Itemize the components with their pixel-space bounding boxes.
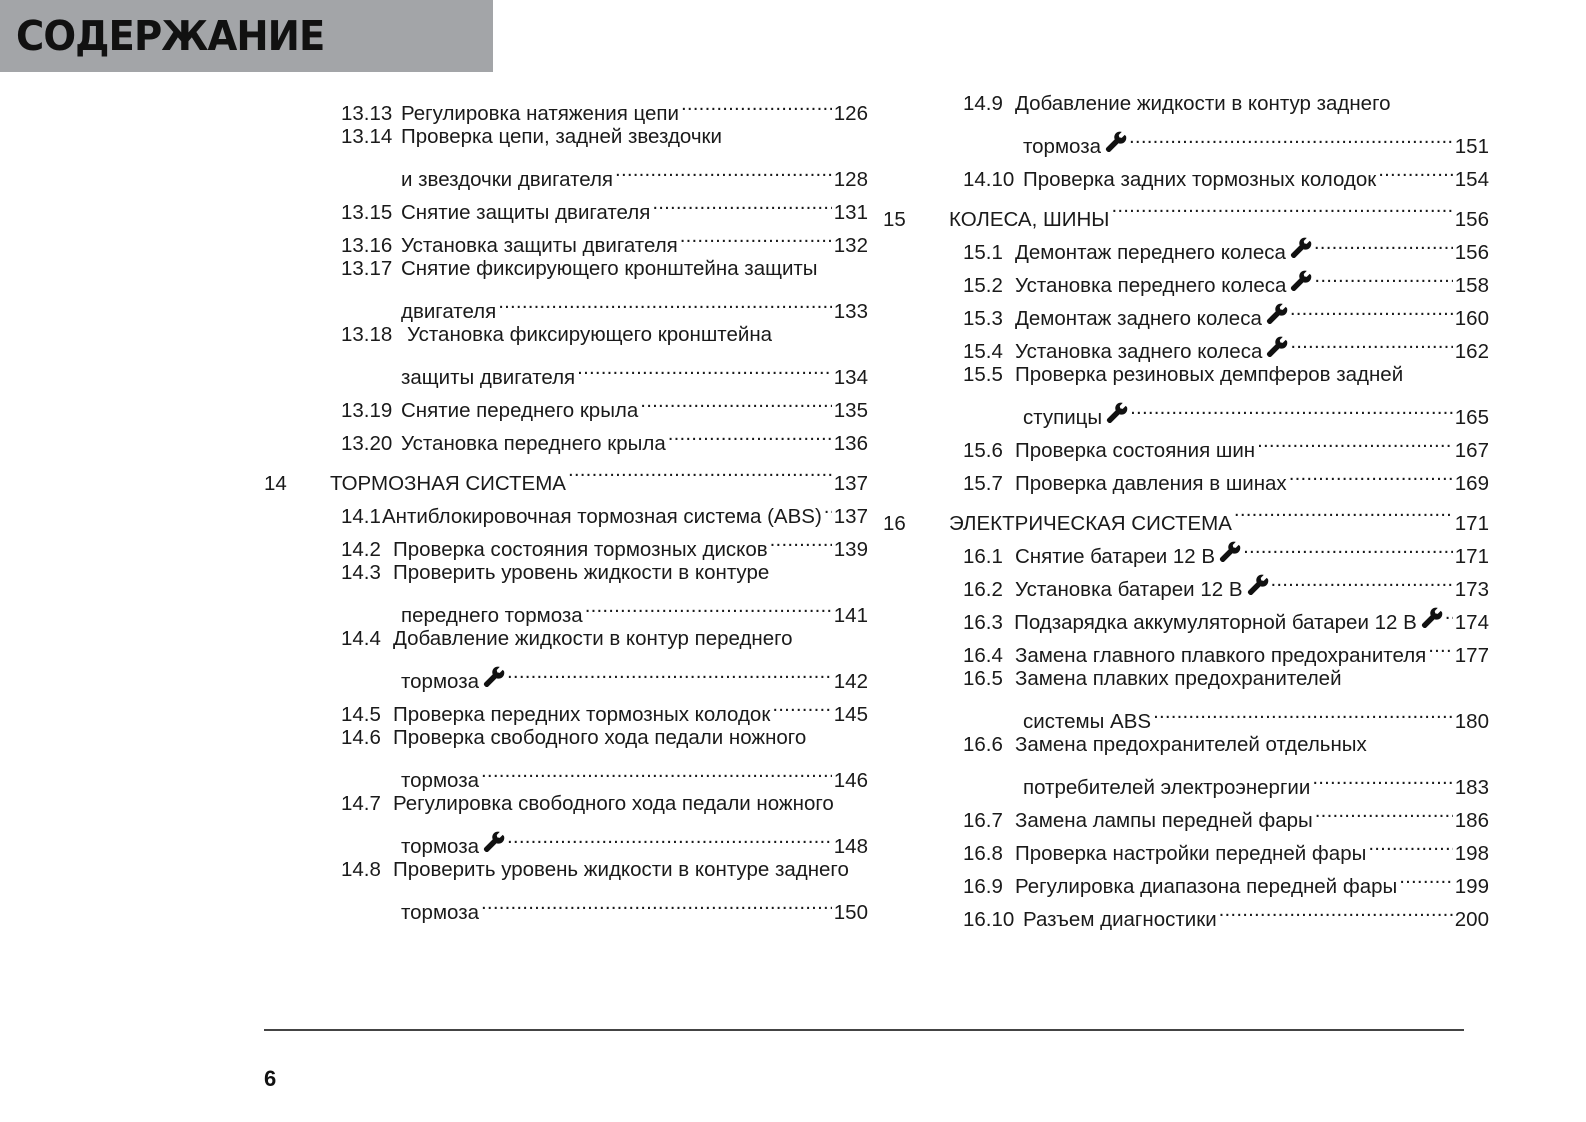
toc-entry[interactable] <box>883 596 1489 634</box>
dot-leader <box>824 490 832 523</box>
page-ref[interactable]: 128 <box>833 168 868 191</box>
entry-number: 13.14 <box>341 125 393 148</box>
entry-title: Замена лампы передней фары <box>1015 809 1313 832</box>
toc-chapter[interactable] <box>883 490 1489 535</box>
dot-leader <box>770 523 832 556</box>
toc-entry[interactable] <box>264 186 868 224</box>
page-ref[interactable]: 171 <box>1454 545 1489 568</box>
dot-leader <box>1111 186 1452 226</box>
toc-entry[interactable] <box>264 688 868 726</box>
entry-number: 14.5 <box>341 703 381 726</box>
wrench-icon <box>1106 402 1128 424</box>
toc-entry <box>264 120 868 153</box>
dot-leader <box>481 754 832 787</box>
toc-entry[interactable] <box>883 457 1489 495</box>
toc-entry[interactable] <box>264 490 868 528</box>
toc-entry[interactable] <box>883 563 1489 601</box>
page-ref[interactable]: 171 <box>1454 512 1489 535</box>
page-ref[interactable]: 158 <box>1454 274 1489 297</box>
dot-leader <box>1290 325 1452 358</box>
entry-title: Регулировка диапазона передней фары <box>1015 875 1398 898</box>
toc-entry[interactable] <box>264 219 868 257</box>
header-band <box>0 0 493 72</box>
toc-entry-continuation[interactable] <box>264 285 868 323</box>
chapter-number: 16 <box>883 512 906 535</box>
entry-title: КОЛЕСА, ШИНЫ <box>949 208 1110 231</box>
dot-leader <box>1234 490 1453 530</box>
wrench-icon <box>483 831 505 853</box>
page-ref[interactable]: 177 <box>1454 644 1489 667</box>
page-ref[interactable]: 148 <box>833 835 868 858</box>
entry-title: Установка переднего крыла <box>401 432 666 455</box>
dot-leader <box>1153 695 1453 728</box>
chapter-number: 15 <box>883 208 906 231</box>
page-ref[interactable]: 145 <box>833 703 868 726</box>
page-ref[interactable]: 134 <box>833 366 868 389</box>
entry-title: Антиблокировочная тормозная система (ABS) <box>381 505 822 528</box>
entry-title: Замена плавких предохранителей <box>1015 667 1342 690</box>
toc-entry[interactable] <box>883 292 1489 330</box>
entry-number: 16.4 <box>963 644 1003 667</box>
page-ref[interactable]: 165 <box>1454 406 1489 429</box>
dot-leader <box>1314 259 1452 292</box>
wrench-icon <box>1421 607 1443 629</box>
toc-chapter[interactable] <box>264 450 868 495</box>
entry-title: системы ABS <box>1023 710 1152 733</box>
toc-entry[interactable] <box>883 827 1489 865</box>
dot-leader <box>681 87 832 120</box>
entry-title: Проверка передних тормозных колодок <box>393 703 771 726</box>
dot-leader <box>1428 629 1453 662</box>
entry-title: Установка переднего колеса <box>1015 274 1287 297</box>
entry-title: Замена предохранителей отдельных <box>1015 733 1367 756</box>
dot-leader <box>615 153 832 186</box>
entry-number: 16.3 <box>963 611 1003 634</box>
toc-entry[interactable] <box>883 259 1489 297</box>
entry-title: Проверка давления в шинах <box>1015 472 1287 495</box>
page-ref[interactable]: 162 <box>1454 340 1489 363</box>
entry-number: 16.2 <box>963 578 1003 601</box>
page-ref[interactable]: 150 <box>833 901 868 924</box>
entry-title: Установка защиты двигателя <box>401 234 678 257</box>
dot-leader <box>640 384 831 417</box>
toc-entry[interactable] <box>264 87 868 125</box>
toc-entry-continuation[interactable] <box>883 761 1489 799</box>
page-ref[interactable]: 126 <box>833 102 868 125</box>
page-ref[interactable]: 169 <box>1454 472 1489 495</box>
entry-number: 16.7 <box>963 809 1003 832</box>
page-ref[interactable]: 198 <box>1454 842 1489 865</box>
toc-entry-continuation[interactable] <box>264 153 868 191</box>
toc-entry[interactable] <box>264 417 868 455</box>
page-ref[interactable]: 136 <box>833 432 868 455</box>
page-ref[interactable]: 174 <box>1454 611 1489 634</box>
entry-number: 14.9 <box>963 92 1003 115</box>
dot-leader <box>1243 530 1453 563</box>
dot-leader <box>507 820 832 853</box>
dot-leader <box>507 655 832 688</box>
page-ref[interactable]: 180 <box>1454 710 1489 733</box>
entry-title: Установка заднего колеса <box>1015 340 1263 363</box>
dot-leader <box>1368 827 1452 860</box>
page-ref[interactable]: 137 <box>833 472 868 495</box>
wrench-icon <box>483 666 505 688</box>
entry-number: 14.7 <box>341 792 381 815</box>
toc-entry <box>264 622 868 655</box>
entry-title: тормоза <box>401 901 480 924</box>
entry-title: переднего тормоза <box>401 604 583 627</box>
toc-entry <box>883 662 1489 695</box>
entry-title: Проверка состояния тормозных дисков <box>393 538 768 561</box>
entry-title: Подзарядка аккумуляторной батареи 12 В <box>1014 611 1417 634</box>
toc-entry-continuation[interactable] <box>264 655 868 693</box>
entry-title: Установка батареи 12 В <box>1015 578 1243 601</box>
wrench-icon <box>1219 541 1241 563</box>
footer-rule <box>264 1029 1464 1031</box>
toc-entry <box>264 787 868 820</box>
toc-entry[interactable] <box>883 325 1489 363</box>
wrench-icon <box>1290 270 1312 292</box>
entry-number: 15.7 <box>963 472 1003 495</box>
entry-number: 13.17 <box>341 257 393 280</box>
toc-left-column <box>264 87 868 924</box>
toc-entry[interactable] <box>883 530 1489 568</box>
toc-entry[interactable] <box>883 424 1489 462</box>
entry-number: 13.20 <box>341 432 393 455</box>
entry-number: 16.9 <box>963 875 1003 898</box>
entry-title: Регулировка натяжения цепи <box>401 102 679 125</box>
entry-number: 14.10 <box>963 168 1015 191</box>
page-ref[interactable]: 173 <box>1454 578 1489 601</box>
page-ref[interactable]: 139 <box>833 538 868 561</box>
entry-number: 16.6 <box>963 733 1003 756</box>
page-ref[interactable]: 186 <box>1454 809 1489 832</box>
entry-title: Разъем диагностики <box>1023 908 1217 931</box>
dot-leader <box>1129 120 1453 153</box>
dot-leader <box>680 219 832 252</box>
page-ref[interactable]: 199 <box>1454 875 1489 898</box>
entry-number: 16.8 <box>963 842 1003 865</box>
page-ref[interactable]: 183 <box>1454 776 1489 799</box>
page-ref[interactable]: 146 <box>833 769 868 792</box>
entry-title: ЭЛЕКТРИЧЕСКАЯ СИСТЕМА <box>949 512 1232 535</box>
wrench-icon <box>1266 336 1288 358</box>
toc-entry[interactable] <box>264 523 868 561</box>
dot-leader <box>1378 153 1453 186</box>
dot-leader <box>1271 563 1453 596</box>
dot-leader <box>652 186 831 219</box>
entry-title: Проверка состояния шин <box>1015 439 1256 462</box>
page-ref[interactable]: 133 <box>833 300 868 323</box>
toc-entry-continuation[interactable] <box>264 589 868 627</box>
toc-entry[interactable] <box>883 153 1489 191</box>
entry-title: двигателя <box>401 300 497 323</box>
entry-title: ТОРМОЗНАЯ СИСТЕМА <box>330 472 566 495</box>
entry-title: Проверить уровень жидкости в контуре <box>393 561 770 584</box>
entry-number: 13.19 <box>341 399 393 422</box>
entry-title: Снятие переднего крыла <box>401 399 639 422</box>
entry-number: 15.6 <box>963 439 1003 462</box>
toc-entry <box>883 728 1489 761</box>
toc-entry-continuation[interactable] <box>883 120 1489 158</box>
page-ref[interactable]: 135 <box>833 399 868 422</box>
toc-entry[interactable] <box>883 629 1489 667</box>
wrench-icon <box>1266 303 1288 325</box>
page-ref[interactable]: 132 <box>833 234 868 257</box>
entry-number: 16.10 <box>963 908 1015 931</box>
page-ref[interactable]: 156 <box>1454 208 1489 231</box>
entry-number: 14.4 <box>341 627 381 650</box>
toc-entry[interactable] <box>264 384 868 422</box>
page-ref[interactable]: 151 <box>1454 135 1489 158</box>
entry-title: Регулировка свободного хода педали ножного <box>393 792 834 815</box>
dot-leader <box>1315 794 1453 827</box>
entry-title: Проверка цепи, задней звездочки <box>401 125 722 148</box>
entry-number: 13.13 <box>341 102 393 125</box>
entry-title: тормоза <box>401 670 480 693</box>
dot-leader <box>668 417 832 450</box>
entry-title: Проверка задних тормозных колодок <box>1023 168 1377 191</box>
entry-title: ступицы <box>1023 406 1103 429</box>
entry-title: Проверка настройки передней фары <box>1015 842 1367 865</box>
entry-title: Проверка свободного хода педали ножного <box>393 726 807 749</box>
dot-leader <box>585 589 832 622</box>
toc-entry <box>264 318 868 351</box>
dot-leader <box>1130 391 1453 424</box>
dot-leader <box>1399 860 1453 893</box>
page-ref[interactable]: 200 <box>1454 908 1489 931</box>
toc-entry[interactable] <box>883 226 1489 264</box>
entry-title: Добавление жидкости в контур заднего <box>1015 92 1391 115</box>
dot-leader <box>1445 596 1453 629</box>
toc-entry-continuation[interactable] <box>264 886 868 924</box>
toc-right-column <box>883 87 1489 931</box>
entry-number: 16.1 <box>963 545 1003 568</box>
entry-number: 15.3 <box>963 307 1003 330</box>
dot-leader <box>481 886 832 919</box>
entry-number: 16.5 <box>963 667 1003 690</box>
entry-number: 14.8 <box>341 858 381 881</box>
dot-leader <box>1289 457 1453 490</box>
toc-entry <box>264 721 868 754</box>
dot-leader <box>568 450 832 490</box>
page-title: СОДЕРЖАНИЕ <box>16 12 325 60</box>
entry-number: 14.1 <box>341 505 381 528</box>
entry-number: 13.18 <box>341 323 393 346</box>
wrench-icon <box>1247 574 1269 596</box>
page-ref[interactable]: 141 <box>833 604 868 627</box>
dot-leader <box>1257 424 1453 457</box>
entry-number: 14.6 <box>341 726 381 749</box>
entry-title: Снятие защиты двигателя <box>401 201 651 224</box>
toc-entry <box>883 87 1489 120</box>
page-ref[interactable]: 142 <box>833 670 868 693</box>
toc-entry-continuation[interactable] <box>264 754 868 792</box>
dot-leader <box>1219 893 1453 926</box>
toc-entry[interactable] <box>883 893 1489 931</box>
entry-number: 13.16 <box>341 234 393 257</box>
page-ref[interactable]: 137 <box>833 505 868 528</box>
entry-title: Замена главного плавкого предохранителя <box>1015 644 1427 667</box>
entry-number: 15.5 <box>963 363 1003 386</box>
dot-leader <box>498 285 832 318</box>
entry-number: 14.2 <box>341 538 381 561</box>
page-ref[interactable]: 156 <box>1454 241 1489 264</box>
toc-entry <box>264 556 868 589</box>
page-ref[interactable]: 131 <box>833 201 868 224</box>
entry-title: Проверить уровень жидкости в контуре заднего <box>393 858 849 881</box>
entry-title: тормоза <box>401 835 480 858</box>
toc-entry-continuation[interactable] <box>264 351 868 389</box>
entry-title: Проверка резиновых демпферов задней <box>1015 363 1404 386</box>
entry-number: 15.2 <box>963 274 1003 297</box>
page-ref[interactable]: 160 <box>1454 307 1489 330</box>
dot-leader <box>1314 226 1453 259</box>
entry-number: 15.4 <box>963 340 1003 363</box>
dot-leader <box>577 351 832 384</box>
entry-title: и звездочки двигателя <box>401 168 614 191</box>
entry-title: защиты двигателя <box>401 366 576 389</box>
toc-entry <box>264 853 868 886</box>
toc-entry-continuation[interactable] <box>883 695 1489 733</box>
toc-entry <box>883 358 1489 391</box>
wrench-icon <box>1105 131 1127 153</box>
dot-leader <box>1290 292 1453 325</box>
entry-number: 15.1 <box>963 241 1003 264</box>
entry-number: 13.15 <box>341 201 393 224</box>
toc-entry[interactable] <box>883 794 1489 832</box>
page-ref[interactable]: 154 <box>1454 168 1489 191</box>
page-number: 6 <box>264 1066 277 1091</box>
chapter-number: 14 <box>264 472 287 495</box>
page-ref[interactable]: 167 <box>1454 439 1489 462</box>
entry-title: Демонтаж переднего колеса <box>1015 241 1286 264</box>
wrench-icon <box>1290 237 1312 259</box>
entry-title: тормоза <box>401 769 480 792</box>
toc-entry-continuation[interactable] <box>264 820 868 858</box>
toc-entry-continuation[interactable] <box>883 391 1489 429</box>
dot-leader <box>1312 761 1452 794</box>
entry-title: Снятие батареи 12 В <box>1015 545 1216 568</box>
entry-title: тормоза <box>1023 135 1102 158</box>
toc-entry[interactable] <box>883 860 1489 898</box>
entry-title: Демонтаж заднего колеса <box>1015 307 1262 330</box>
entry-title: Добавление жидкости в контур переднего <box>393 627 793 650</box>
entry-title: Установка фиксирующего кронштейна <box>407 323 773 346</box>
toc-chapter[interactable] <box>883 186 1489 231</box>
entry-number: 14.3 <box>341 561 381 584</box>
toc-entry <box>264 252 868 285</box>
entry-title: потребителей электроэнергии <box>1023 776 1311 799</box>
entry-title: Снятие фиксирующего кронштейна защиты <box>401 257 818 280</box>
dot-leader <box>772 688 831 721</box>
